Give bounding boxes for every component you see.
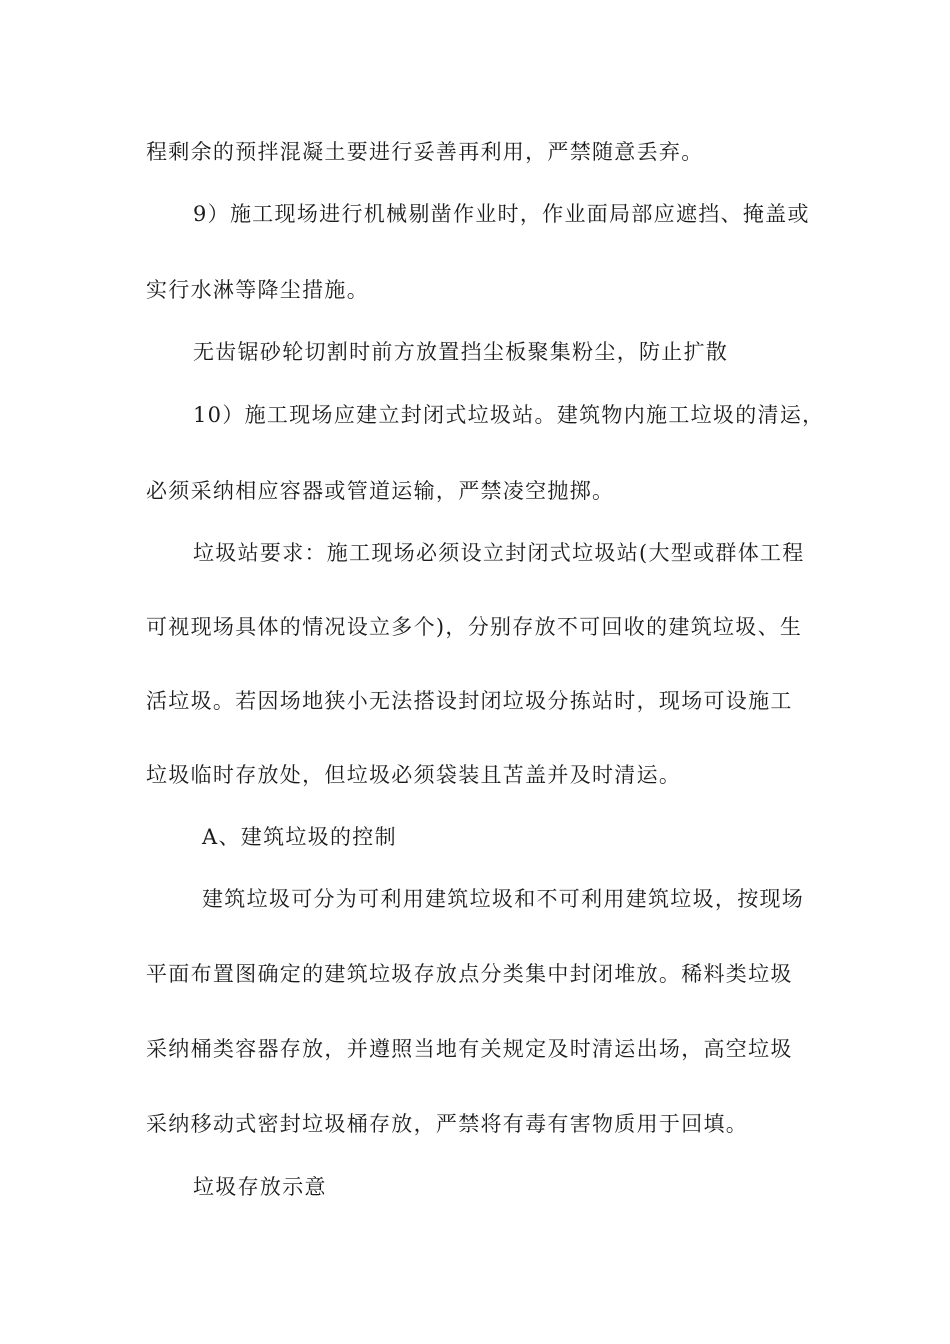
paragraph-line: 可视现场具体的情况设立多个)，分别存放不可回收的建筑垃圾、生 [146, 615, 803, 639]
paragraph-line: 10）施工现场应建立封闭式垃圾站。建筑物内施工垃圾的清运， [193, 403, 825, 427]
section-heading: A、建筑垃圾的控制 [202, 825, 397, 849]
paragraph-line: 活垃圾。若因场地狭小无法搭设封闭垃圾分拣站时，现场可设施工 [146, 689, 793, 713]
paragraph-line: 实行水淋等降尘措施。 [146, 278, 369, 302]
paragraph-line: 采纳桶类容器存放，并遵照当地有关规定及时清运出场，高空垃圾 [146, 1037, 793, 1061]
paragraph-line: 9）施工现场进行机械剔凿作业时，作业面局部应遮挡、掩盖或 [193, 202, 810, 226]
paragraph-line: 垃圾站要求：施工现场必须设立封闭式垃圾站(大型或群体工程 [193, 541, 805, 565]
paragraph-line: 垃圾临时存放处，但垃圾必须袋装且苫盖并及时清运。 [146, 763, 682, 787]
paragraph-line: 程剩余的预拌混凝土要进行妥善再利用，严禁随意丢弃。 [146, 140, 704, 164]
paragraph-line: 必须采纳相应容器或管道运输，严禁凌空抛掷。 [146, 479, 615, 503]
paragraph-line: 建筑垃圾可分为可利用建筑垃圾和不可利用建筑垃圾，按现场 [202, 887, 805, 911]
paragraph-line: 平面布置图确定的建筑垃圾存放点分类集中封闭堆放。稀料类垃圾 [146, 962, 793, 986]
paragraph-line: 采纳移动式密封垃圾桶存放，严禁将有毒有害物质用于回填。 [146, 1112, 749, 1136]
figure-caption: 垃圾存放示意 [193, 1175, 327, 1199]
paragraph-line: 无齿锯砂轮切割时前方放置挡尘板聚集粉尘，防止扩散 [193, 340, 729, 364]
